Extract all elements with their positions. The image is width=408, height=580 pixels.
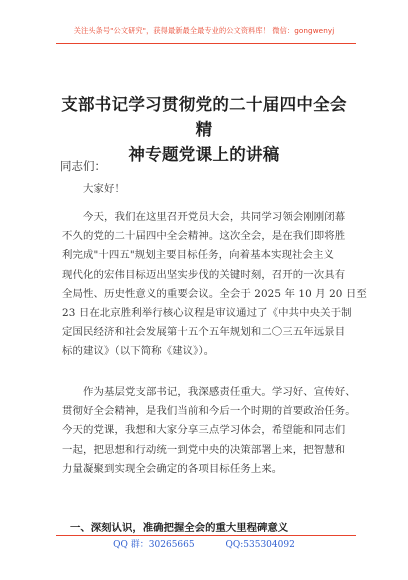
document-title-line: 神专题党课上的讲稿 [128,145,280,164]
paragraph-line: 大家好！ [83,183,125,195]
document-title [54,92,354,167]
paragraph-line: 今天，我们在这里召开党员大会，共同学习领会刚刚闭幕 [83,211,346,223]
footer-contacts [0,537,408,550]
paragraph-line: 利完成"十四五"规划主要目标任务，向着基本实现社会主义 [62,249,335,262]
header-divider [56,43,356,44]
greeting-paragraph [62,180,354,199]
salutation: 同志们： [60,159,106,173]
footer-qq-group: QQ 群：30265665 [113,540,195,550]
document-title-line: 支部书记学习贯彻党的二十届四中全会精 [61,95,347,139]
paragraph-line: 现代化的宏伟目标迈出坚实步伐的关键时刻，召开的一次具有 [62,268,346,281]
intro-paragraph [62,208,367,362]
role-paragraph [62,383,354,479]
footer-qq-number: QQ:535304092 [225,540,295,550]
paragraph-line: 23 日在北京胜利举行核心议程是审议通过了《中共中央关于制 [62,307,352,320]
section-heading: 一、深刻认识，准确把握全会的重大里程碑意义 [70,522,289,534]
paragraph-line: 全局性、历史性意义的重要会议。全会于 2025 年 10 月 20 日至 [62,287,367,300]
paragraph-line: 不久的党的二十届四中全会精神。这次全会，是在我们即将胜 [62,230,346,243]
paragraph-line: 一起，把思想和行动统一到党中央的决策部署上来，把智慧和 [62,443,346,456]
footer-divider [56,535,356,536]
header-banner: 关注头条号"公文研究"，获得最新最全最专业的公文资料库！ 微信：gongwenyj [73,26,335,35]
paragraph-line: 定国民经济和社会发展第十五个五年规划和二〇三五年远景目 [62,326,346,339]
paragraph-line: 今天的党课，我想和大家分享三点学习体会，希望能和同志们 [62,424,346,437]
paragraph-line: 标的建议》（以下简称《建议》）。 [62,345,215,358]
paragraph-line: 贯彻好全会精神，是我们当前和今后一个时期的首要政治任务。 [62,405,356,418]
paragraph-line: 力量凝聚到实现全会确定的各项目标任务上来。 [62,462,283,475]
paragraph-line: 作为基层党支部书记，我深感责任重大。学习好、宣传好、 [83,386,356,398]
